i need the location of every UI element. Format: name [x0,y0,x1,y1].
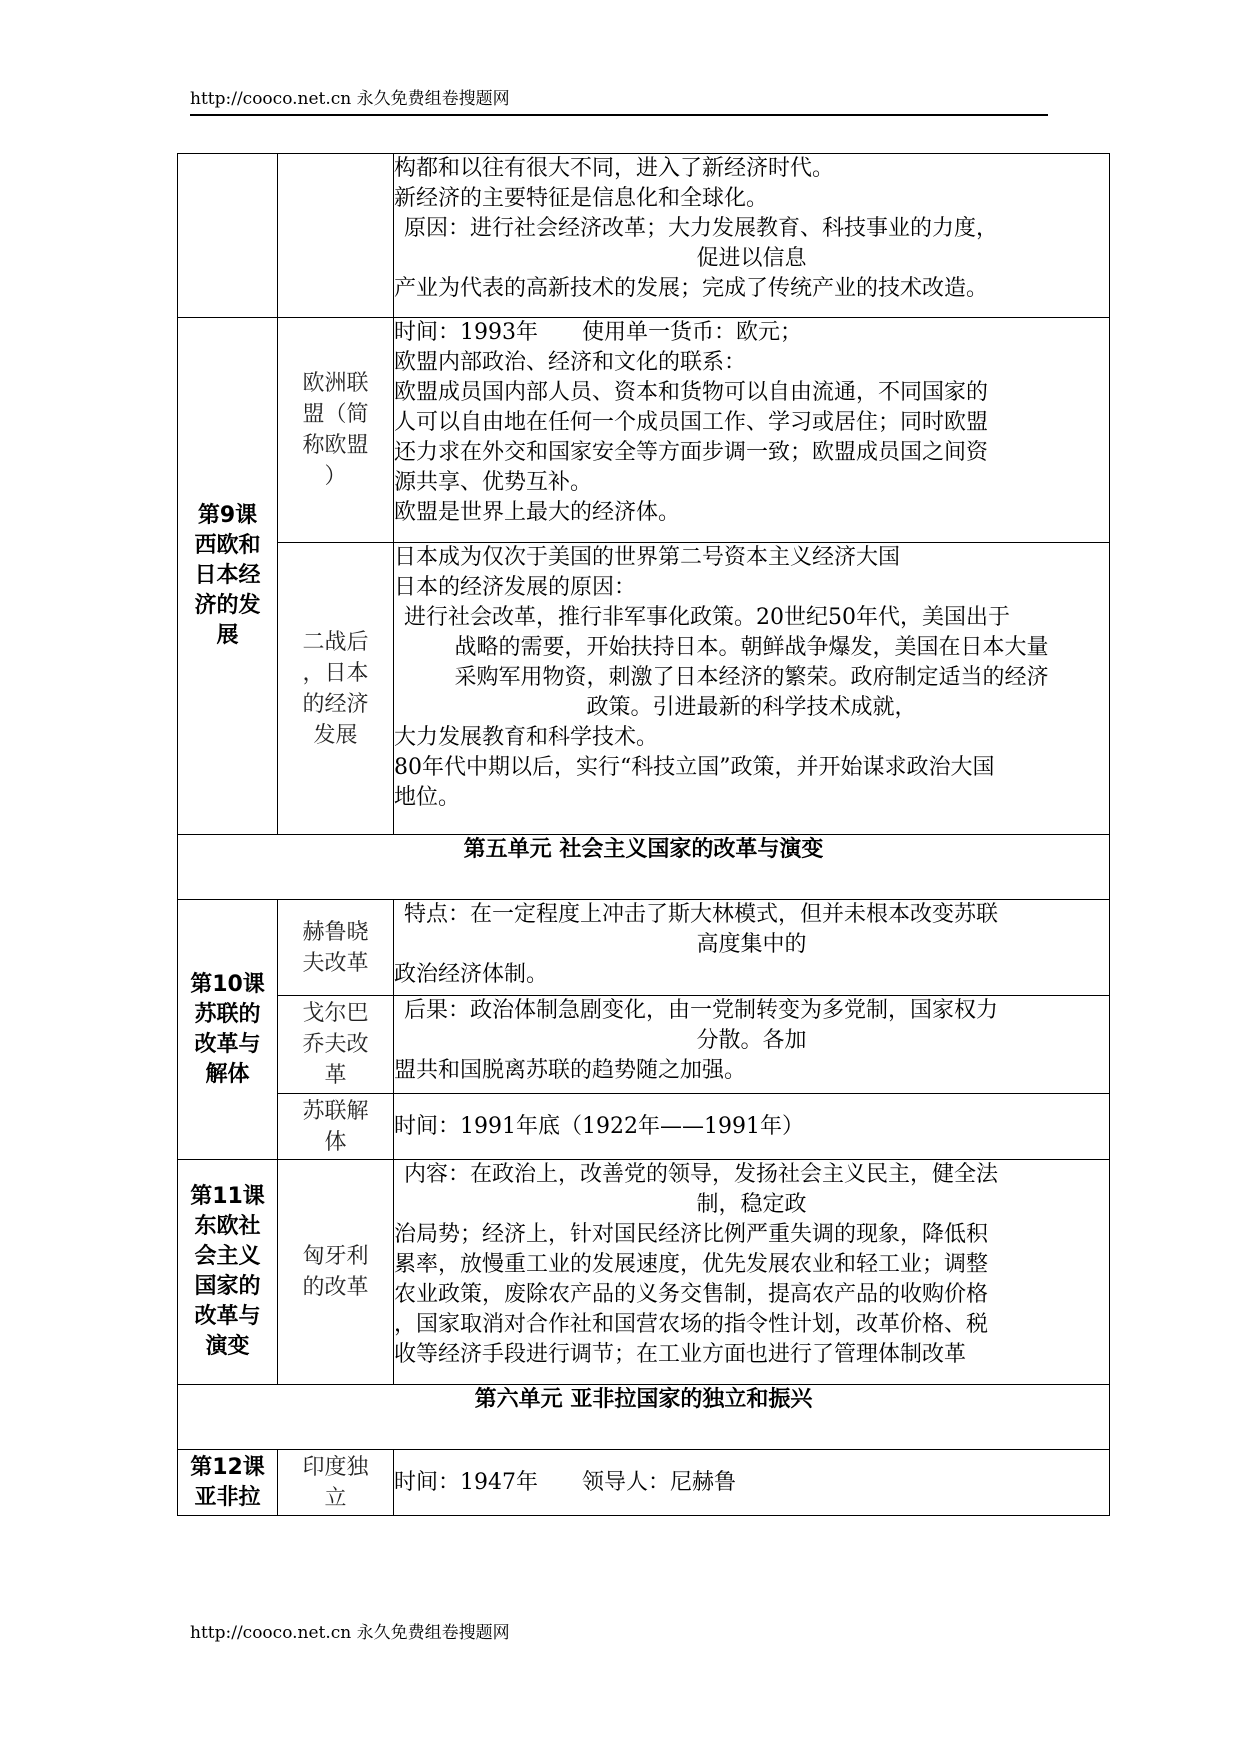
lesson-title-line: 改革与 [194,1031,261,1057]
header-rule [190,114,1048,116]
lesson-title-line: 改革与 [194,1304,261,1329]
lesson-title-line: 亚非拉 [194,1484,261,1510]
content-line: 还力求在外交和国家安全等方面步调一致；欧盟成员国之间资 [394,440,989,465]
lesson-title-line: 东欧社 [194,1214,261,1239]
lesson-title-line: 演变 [205,1334,250,1359]
content-line: 大力发展教育和科学技术。 [394,725,659,750]
table-row [178,900,1110,996]
lesson-title-line: 日本经 [194,563,261,588]
content-line: 源共享、优势互补。 [394,470,593,495]
topic-line: 匈牙利 [302,1244,369,1269]
topic-line: 称欧盟 [302,433,369,458]
table-row [178,543,1110,835]
content-line: 采购军用物资，刺激了日本经济的繁荣。政府制定适当的经济 [454,665,1049,690]
topic-cell-empty [278,154,394,318]
topic-india [278,1450,394,1516]
lesson-11-cell [178,1160,278,1385]
content-line: 促进以信息 [696,246,807,271]
lesson-cell-empty [178,154,278,318]
table-row [178,996,1110,1094]
lesson-9-cell [178,318,278,835]
lesson-title-line: 苏联的 [194,1001,261,1027]
topic-line: 立 [324,1485,347,1511]
topic-dissolution [278,1094,394,1160]
content-line: 治局势；经济上，针对国民经济比例严重失调的现象，降低积 [394,1222,989,1247]
lesson-title-line: 第12课 [190,1454,265,1480]
content-line: 战略的需要，开始扶持日本。朝鲜战争爆发，美国在日本大量 [454,635,1049,660]
content-line: 人可以自由地在任何一个成员国工作、学习或居住；同时欧盟 [394,410,989,435]
content-india [394,1450,1110,1516]
content-line: ，国家取消对合作社和国营农场的指令性计划，改革价格、税 [394,1312,989,1337]
topic-line: ，日本 [302,660,369,686]
content-line: 新经济的主要特征是信息化和全球化。 [394,186,769,211]
topic-eu [278,318,394,543]
lesson-title-line: 国家的 [194,1274,261,1299]
unit-6-title: 第六单元 亚非拉国家的独立和振兴 [178,1385,1110,1450]
topic-line: 发展 [313,722,358,748]
topic-line: 革 [324,1063,347,1088]
content-line: 特点：在一定程度上冲击了斯大林模式，但并未根本改变苏联 [404,902,999,927]
topic-line: ） [324,464,347,489]
content-line: 欧盟是世界上最大的经济体。 [394,500,681,525]
topic-line: 苏联解 [302,1098,369,1124]
content-line: 农业政策，废除农产品的义务交售制，提高农产品的收购价格 [394,1282,989,1307]
content-gorbachev [394,996,1110,1094]
topic-gorbachev [278,996,394,1094]
content-khrushchev [394,900,1110,996]
content-line: 制，稳定政 [696,1192,807,1217]
topic-line: 二战后 [302,629,369,655]
content-dissolution [394,1094,1110,1160]
lesson-title-line: 第10课 [190,971,265,997]
table-row [178,1160,1110,1385]
topic-line: 盟（简 [302,402,369,427]
topic-line: 的改革 [302,1275,369,1300]
unit-5-title: 第五单元 社会主义国家的改革与演变 [178,835,1110,900]
lesson-title-line: 会主义 [194,1244,261,1269]
lesson-title-line: 第11课 [190,1184,265,1209]
topic-line: 夫改革 [302,950,369,976]
content-line: 时间：1991年底（1922年——1991年） [394,1113,804,1139]
lesson-title-line: 解体 [205,1061,250,1087]
content-line: 分散。各加 [696,1028,807,1053]
content-line: 政策。引进最新的科学技术成就， [586,695,917,720]
content-line: 80年代中期以后，实行“科技立国”政策，并开始谋求政治大国 [394,755,995,780]
lesson-12-cell [178,1450,278,1516]
content-line: 时间：1993年 使用单一货币：欧元； [394,320,802,345]
content-line: 进行社会改革，推行非军事化政策。20世纪50年代，美国出于 [404,605,1010,630]
table-row [178,1094,1110,1160]
content-line: 地位。 [394,785,461,810]
lesson-title-line: 第9课 [197,503,258,528]
content-line: 日本成为仅次于美国的世界第二号资本主义经济大国 [394,545,901,570]
content-line: 原因：进行社会经济改革；大力发展教育、科技事业的力度， [404,216,999,241]
table-row [178,835,1110,900]
content-line: 盟共和国脱离苏联的趋势随之加强。 [394,1058,747,1083]
lesson-10-cell [178,900,278,1160]
content-line: 欧盟内部政治、经济和文化的联系： [394,350,747,375]
lesson-title-line: 济的发 [194,593,261,618]
lesson-title-line: 展 [216,623,239,648]
topic-line: 体 [324,1129,347,1155]
site-footer: http://cooco.net.cn 永久免费组卷搜题网 [190,1623,510,1643]
topic-japan [278,543,394,835]
table-row [178,318,1110,543]
site-header: http://cooco.net.cn 永久免费组卷搜题网 [190,89,510,109]
topic-khrushchev [278,900,394,996]
content-line: 政治经济体制。 [394,962,549,987]
content-line: 欧盟成员国内部人员、资本和货物可以自由流通，不同国家的 [394,380,989,405]
history-summary-table [177,153,1110,1516]
table-row [178,154,1110,318]
topic-line: 乔夫改 [302,1032,369,1057]
topic-hungary [278,1160,394,1385]
content-hungary [394,1160,1110,1385]
content-line: 后果：政治体制急剧变化，由一党制转变为多党制，国家权力 [404,998,999,1023]
topic-line: 赫鲁晓 [302,919,369,945]
table-row [178,1385,1110,1450]
content-line: 时间：1947年 领导人：尼赫鲁 [394,1469,736,1495]
content-cell-continued [394,154,1110,318]
topic-line: 的经济 [302,691,369,717]
content-line: 构都和以往有很大不同，进入了新经济时代。 [394,156,835,181]
lesson-title-line: 西欧和 [194,533,261,558]
topic-line: 戈尔巴 [302,1001,369,1026]
content-line: 累率，放慢重工业的发展速度，优先发展农业和轻工业；调整 [394,1252,989,1277]
topic-line: 印度独 [302,1454,369,1480]
table-row [178,1450,1110,1516]
content-line: 内容：在政治上，改善党的领导，发扬社会主义民主，健全法 [404,1162,999,1187]
content-eu [394,318,1110,543]
topic-line: 欧洲联 [302,371,369,396]
content-line: 高度集中的 [696,932,807,957]
content-line: 日本的经济发展的原因： [394,575,637,600]
content-japan [394,543,1110,835]
content-line: 收等经济手段进行调节；在工业方面也进行了管理体制改革 [394,1342,967,1367]
content-line: 产业为代表的高新技术的发展；完成了传统产业的技术改造。 [394,276,989,301]
